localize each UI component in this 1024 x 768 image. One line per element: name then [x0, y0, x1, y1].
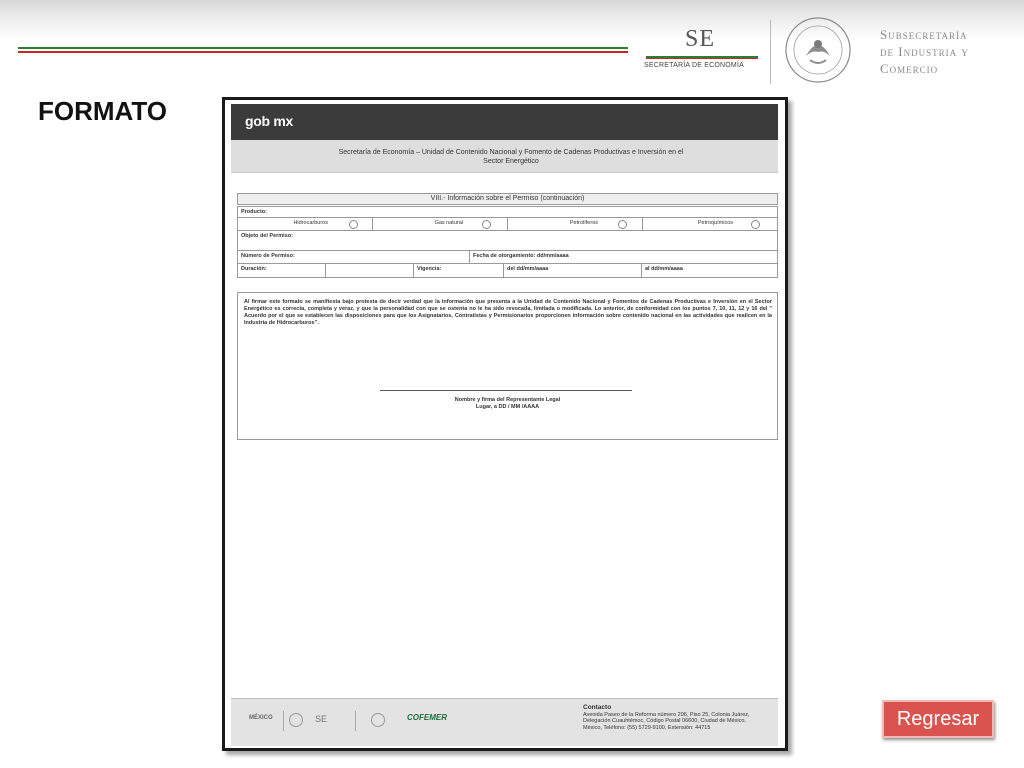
- contact-line: Avenida Paseo de la Reforma número 296, Piso 25, Colonia Juárez,: [583, 711, 750, 718]
- petroquimicos-label: Petroquímicos: [697, 220, 733, 226]
- top-banner: [0, 0, 1024, 92]
- petroliferos-label: Petrolíferos: [508, 218, 643, 230]
- petroliferos-radio[interactable]: [618, 220, 627, 229]
- fecha-label: Fecha de otorgamiento: dd/mm/aaaa: [473, 253, 569, 259]
- table-row: [238, 231, 777, 251]
- section-title: VIII.- Información sobre el Permiso (continuación): [237, 193, 778, 205]
- gas-natural-radio[interactable]: [482, 220, 491, 229]
- contact-line: Delegación Cuauhtémoc, Código Postal 06600, Ciudad de México,: [583, 718, 746, 724]
- document-subheading: Secretaría de Economía – Unidad de Contenido Nacional y Fomento de Cadenas Productivas e Inversión en el Sector Energético: [338, 149, 684, 165]
- footer-mexico-logo: MÉXICO: [249, 715, 273, 721]
- footer-emblem-icon: [289, 713, 303, 727]
- producto-label: Producto:: [241, 209, 267, 215]
- back-button[interactable]: Regresar: [882, 700, 994, 738]
- declaration-box: [237, 292, 778, 440]
- subsecretaria-line-2: de Industria y: [880, 44, 969, 59]
- banner-green-stripe: [18, 47, 628, 49]
- gob-mx-logo: gob mx: [245, 113, 293, 129]
- signature-label: Nombre y firma del Representante Legal: [454, 397, 561, 403]
- numero-label: Número de Permiso:: [238, 251, 470, 263]
- signature-line: [380, 390, 632, 391]
- footer-contact: [583, 705, 778, 731]
- petroquimicos-radio[interactable]: [751, 220, 760, 229]
- declaration-text: Al firmar este formato se manifiesta bajo protesta de decir verdad que la información que presenta a la Unidad de Contenido Nacional y Fomentos de Cadenas Productivas e Inversión en el Sector Energético es correcta, completa y veraz, y que la personalidad con que se ostenta no le ha sido revocada, limitada o modificada. Lo anterior, de conformidad con los puntos 7, 10, 11, 12 y 16 del " Acuerdo por el que se establecen las disposiciones para que los Asignatarios, Contratistas y Permisionarios proporcionen información sobre contenido nacional en las actividades que realicen en la Industria de Hidrocarburos".: [244, 299, 772, 326]
- form-document: [222, 97, 788, 751]
- document-footer: [231, 698, 778, 746]
- signature-place: Lugar, a DD / MM /AAAA: [475, 404, 540, 410]
- page-title: FORMATO: [38, 96, 168, 126]
- contact-title: Contacto: [583, 704, 612, 711]
- se-logo-subtitle: SECRETARÍA DE ECONOMÍA: [644, 62, 744, 69]
- vigencia-label: Vigencia:: [414, 264, 504, 277]
- gas-natural-label: Gas natural: [373, 218, 508, 230]
- table-row: [238, 251, 777, 264]
- se-logo-mark: SE: [685, 26, 716, 52]
- subsecretaria-line-1: Subsecretaría: [880, 27, 968, 42]
- table-row: [238, 264, 777, 277]
- vigencia-del: del dd/mm/aaaa: [504, 264, 642, 277]
- footer-emblem-icon: [371, 713, 385, 727]
- hidrocarburos-radio[interactable]: [349, 220, 358, 229]
- table-row: [238, 218, 777, 231]
- duracion-label: Duración:: [238, 264, 326, 277]
- footer-cofemer-logo: COFEMER: [407, 713, 447, 722]
- subsecretaria-line-3: Comercio: [880, 61, 939, 76]
- subsecretaria-title: [880, 26, 969, 77]
- table-row: [238, 207, 777, 218]
- contact-line: México, Teléfono: (55) 5729-9100, Extensión: 44715: [583, 724, 711, 731]
- se-logo: [640, 26, 760, 72]
- footer-separator: [283, 711, 284, 731]
- footer-se-logo: SE: [315, 714, 328, 724]
- header-divider: [770, 20, 771, 84]
- permit-info-table: [237, 206, 778, 278]
- duracion-value[interactable]: [326, 264, 414, 277]
- document-subheader: [231, 140, 778, 173]
- document-header: [231, 104, 778, 140]
- objeto-label: Objeto del Permiso:: [241, 233, 293, 239]
- mexico-seal-icon: [784, 16, 852, 84]
- vigencia-al: al dd/mm/aaaa: [645, 266, 683, 272]
- banner-red-stripe: [18, 51, 628, 53]
- hidrocarburos-label: Hidrocarburos: [238, 218, 373, 230]
- se-logo-red-line: [646, 58, 758, 59]
- footer-separator: [355, 711, 356, 731]
